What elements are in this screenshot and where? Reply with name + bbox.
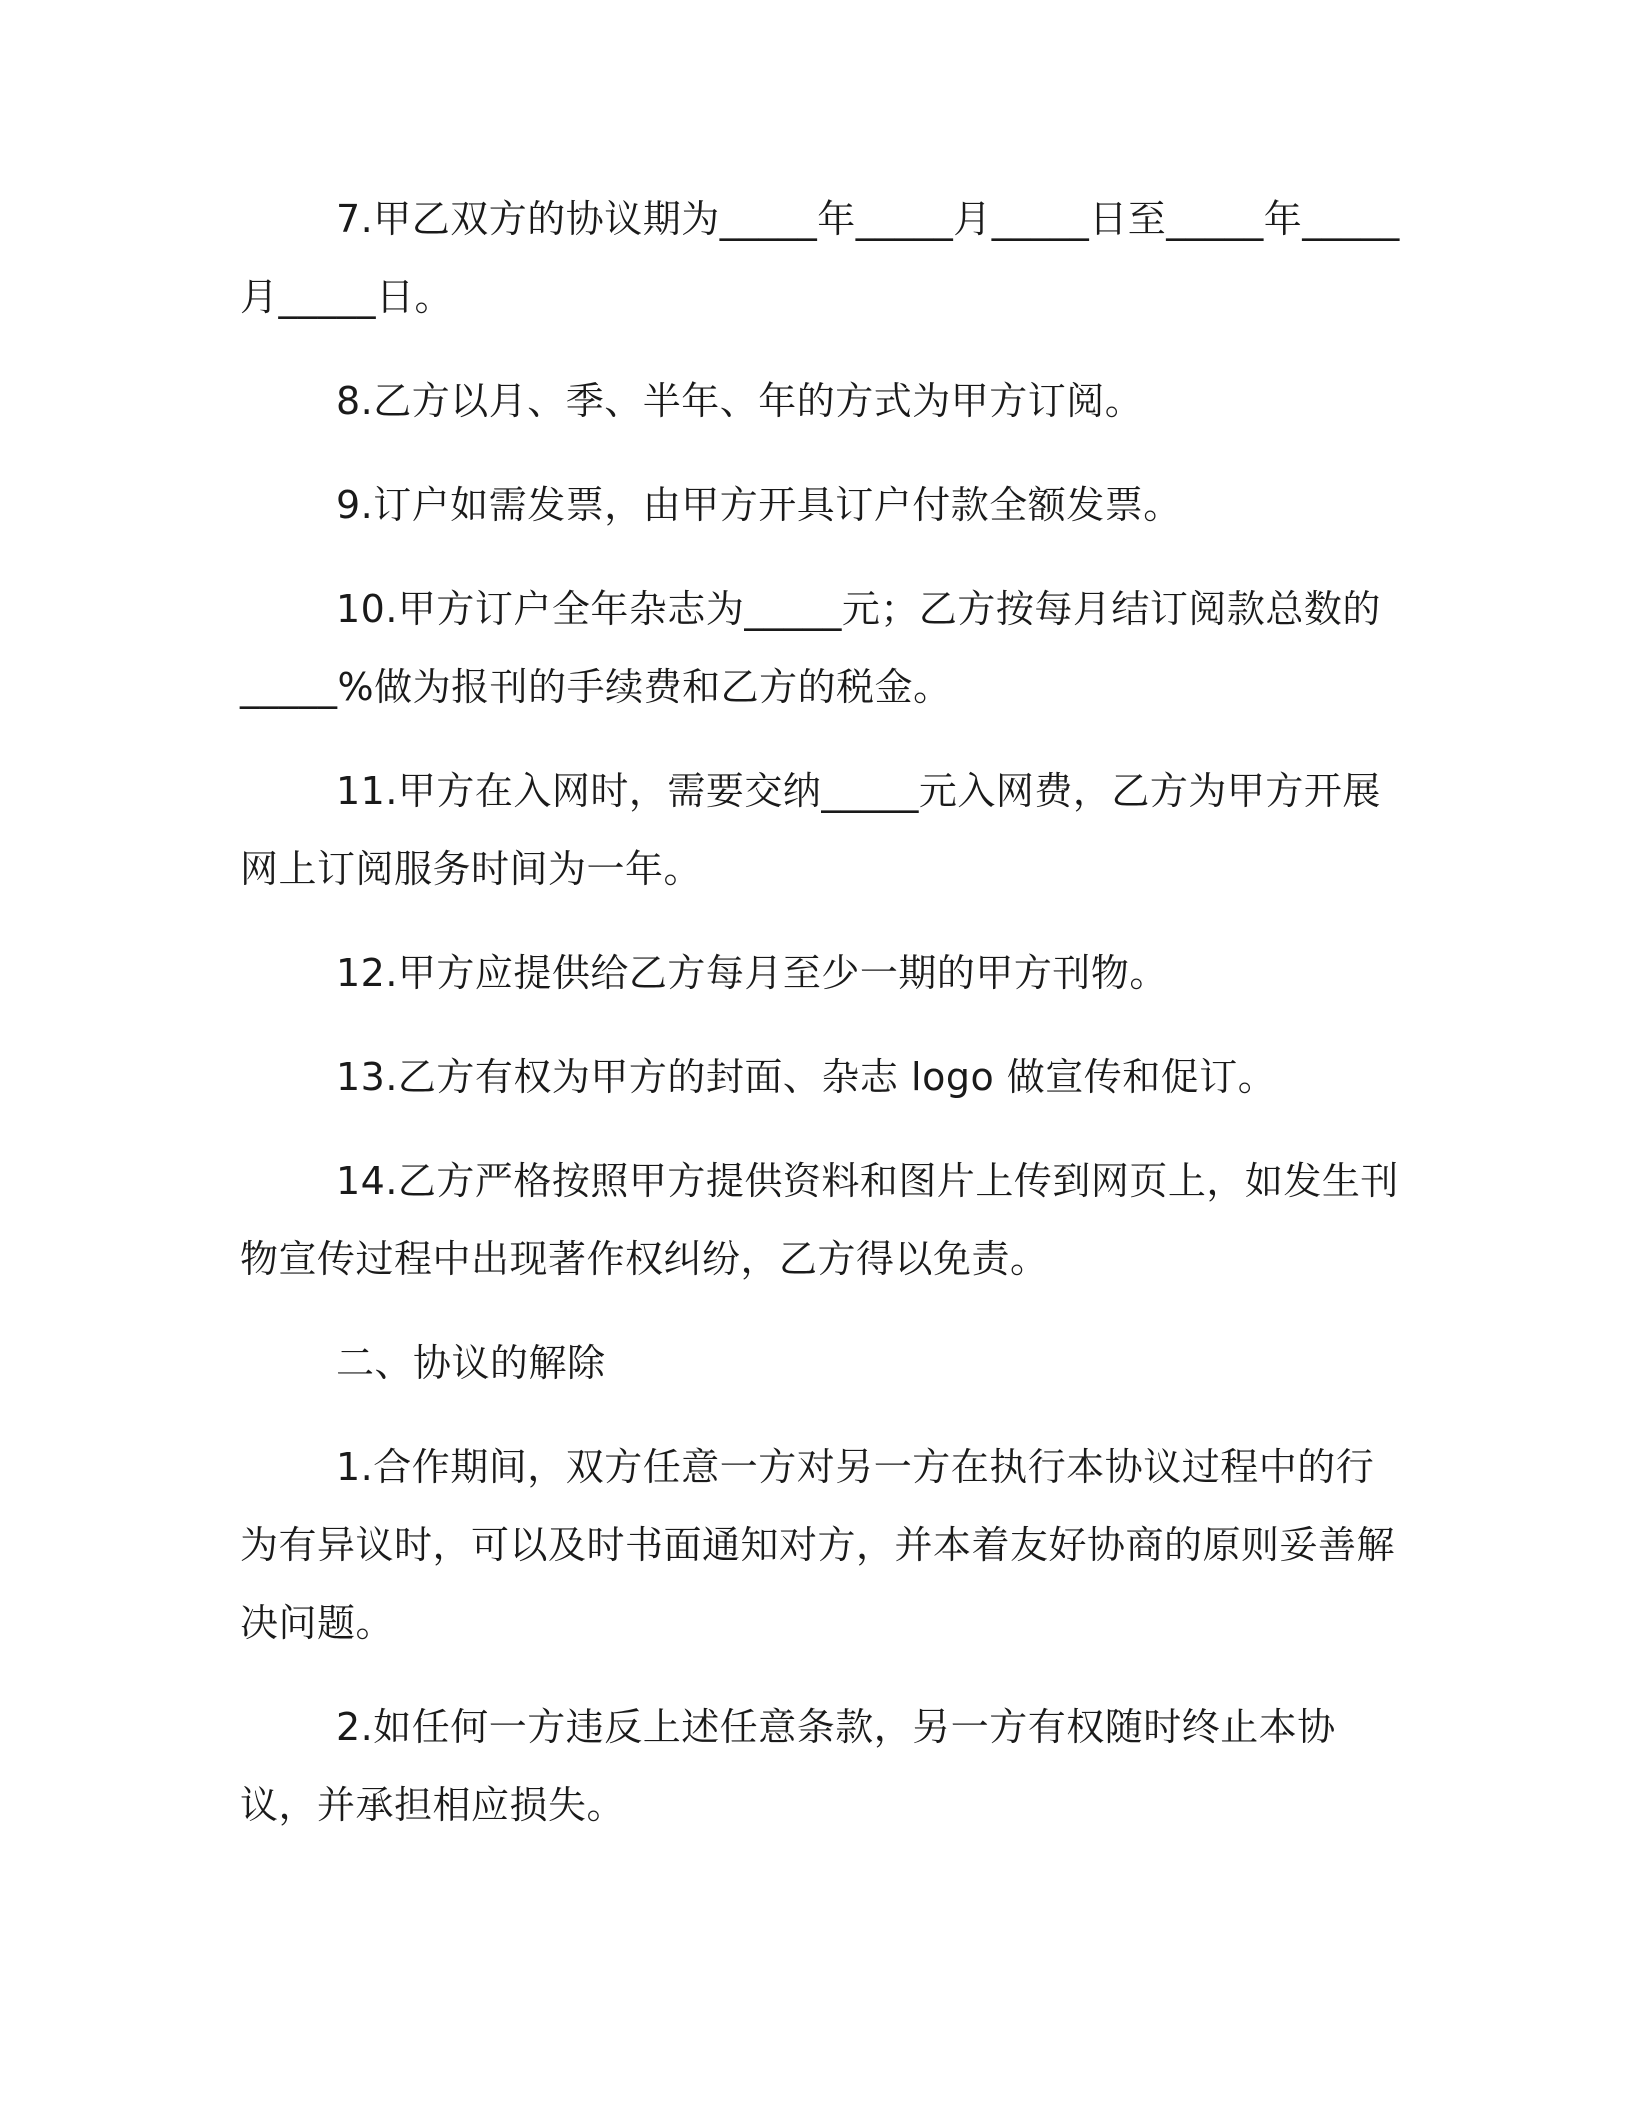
- clause-9: 9.订户如需发票，由甲方开具订户付款全额发票。: [336, 483, 1182, 527]
- clause-14: 14.乙方严格按照甲方提供资料和图片上传到网页上，如发生刊物宣传过程中出现著作权纠纷，乙方得以免责。: [240, 1159, 1399, 1281]
- termination-clause-1: 1.合作期间，双方任意一方对另一方在执行本协议过程中的行为有异议时，可以及时书面通知对方，并本着友好协商的原则妥善解决问题。: [240, 1445, 1396, 1645]
- clause-13: 13.乙方有权为甲方的封面、杂志 logo 做宣传和促订。: [336, 1055, 1277, 1099]
- clause-7: 7.甲乙双方的协议期为_____年_____月_____日至_____年_____月_____日。: [240, 197, 1400, 319]
- clause-12: 12.甲方应提供给乙方每月至少一期的甲方刊物。: [336, 951, 1168, 995]
- clause-10: 10.甲方订户全年杂志为_____元；乙方按每月结订阅款总数的_____%做为报刊的手续费和乙方的税金。: [240, 587, 1381, 709]
- section-heading-termination: 二、协议的解除: [336, 1341, 606, 1385]
- termination-clause-2: 2.如任何一方违反上述任意条款，另一方有权随时终止本协议，并承担相应损失。: [240, 1705, 1336, 1827]
- clause-8: 8.乙方以月、季、半年、年的方式为甲方订阅。: [336, 379, 1144, 423]
- clause-11: 11.甲方在入网时，需要交纳_____元入网费，乙方为甲方开展网上订阅服务时间为一年。: [240, 769, 1381, 891]
- document-body: [240, 180, 1400, 1870]
